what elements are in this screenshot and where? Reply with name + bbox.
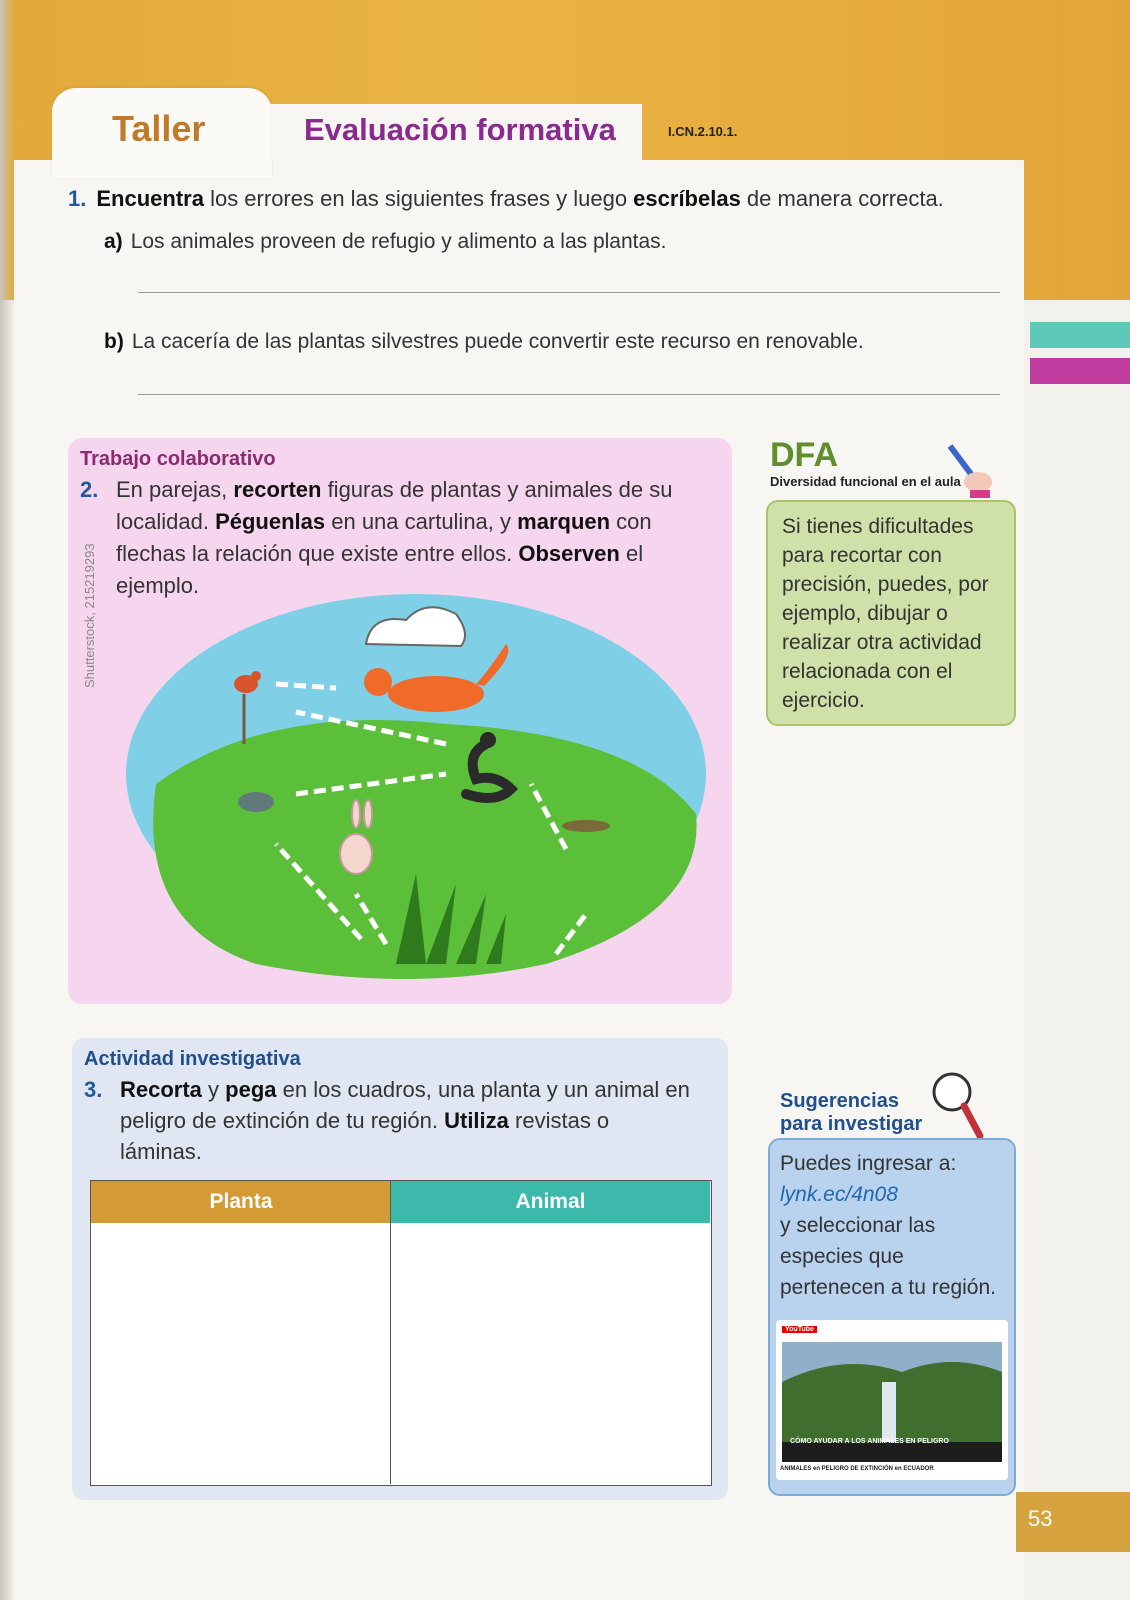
verb-peguenlas: Péguenlas [215,509,326,534]
text-run: en una cartulina, y [325,509,518,534]
image-credit: Shutterstock, 215219293 [82,543,97,688]
item-text: Los animales proveen de refugio y alimento a las plantas. [130,230,667,253]
collaborative-title: Trabajo colaborativo [80,448,276,470]
food-web-illustration [116,584,716,994]
table-divider [390,1181,391,1484]
item-label: b) [104,330,124,353]
answer-line-a[interactable] [138,292,1000,293]
text-run: figuras de plantas y animales de su localidad. [116,477,673,534]
question-text [120,1074,696,1167]
suggestions-box [768,1138,1016,1496]
question-number: 3. [84,1077,103,1102]
suggestions-text [780,1148,1010,1303]
page-spine-shadow [0,0,14,1600]
video-topbar [782,1324,817,1333]
dfa-text: Si tienes dificultades para recortar con precisión, puedes, por ejemplo, dibujar o realizar otra actividad relacionada con el ejercicio. [782,515,989,712]
verb-pega: pega [225,1077,277,1102]
text-run: y [201,1077,226,1102]
question-2 [80,474,710,602]
video-caption: CÓMO AYUDAR A LOS ANIMALES EN PELIGRO [790,1438,949,1445]
text-run: el ejemplo. [116,541,644,598]
suggestions-title-line: para investigar [780,1113,923,1135]
side-tab-teal [1030,322,1130,348]
question-text: de manera correcta. [740,186,944,211]
item-label: a) [104,230,123,253]
question-number: 1. [68,186,87,211]
answer-line-b[interactable] [138,394,1000,395]
dfa-subtitle: Diversidad funcional en el aula [770,474,961,489]
section-header [270,104,642,160]
magnifier-icon [930,1070,986,1142]
column-header-animal: Animal [391,1181,710,1223]
text-run: revistas o láminas. [120,1108,610,1164]
verb-recorten: recorten [233,477,322,502]
taller-label: Taller [112,108,206,149]
taller-tab [52,88,272,178]
grasshopper-icon [562,820,610,832]
question-1 [68,186,944,212]
video-thumbnail[interactable] [776,1320,1008,1480]
verb-observen: Observen [518,541,620,566]
item-a [104,230,667,254]
column-header-plant: Planta [91,1181,391,1223]
grass-field [153,720,696,979]
verb-utiliza: Utiliza [444,1108,509,1133]
suggestions-intro: Puedes ingresar a: [780,1152,957,1175]
side-tab-magenta [1030,358,1130,384]
verb-escribelas: escríbelas [633,186,741,211]
question-text: los errores en las siguientes frases y luego [203,186,634,211]
dfa-box [766,500,1016,726]
item-b [104,330,864,354]
collaborative-panel [68,438,732,1004]
research-title: Actividad investigativa [84,1048,301,1070]
page-number-box [1016,1492,1130,1552]
video-footer: ANIMALES en PELIGRO DE EXTINCIÓN en ECUADOR [780,1466,934,1472]
page-number: 53 [1028,1506,1053,1531]
verb-encuentra: Encuentra [96,186,204,211]
text-run: en los cuadros, una planta y un animal en peligro de extinción de tu región. [120,1077,690,1133]
question-number: 2. [80,477,99,502]
text-run: En parejas, [116,477,234,502]
text-run: con flechas la relación que existe entre ellos. [116,509,652,566]
hand-pencil-icon [940,436,1000,506]
youtube-logo-icon: YouTube [782,1326,817,1333]
question-3 [84,1074,696,1167]
section-title: Evaluación formativa [304,112,616,147]
research-link[interactable]: lynk.ec/4n08 [780,1183,898,1206]
question-text [116,474,710,602]
research-panel [72,1038,728,1500]
suggestions-outro: y seleccionar las especies que pertenecen a tu región. [780,1214,996,1299]
dfa-logo: DFA [770,436,838,474]
paste-table [90,1180,712,1486]
verb-marquen: marquen [517,509,611,534]
verb-recorta: Recorta [120,1077,202,1102]
suggestions-title [780,1090,922,1136]
mouse-icon [238,792,274,812]
item-text: La cacería de las plantas silvestres puede convertir este recurso en renovable. [131,330,864,353]
suggestions-title-line: Sugerencias [780,1090,899,1112]
curriculum-code: I.CN.2.10.1. [668,124,738,139]
